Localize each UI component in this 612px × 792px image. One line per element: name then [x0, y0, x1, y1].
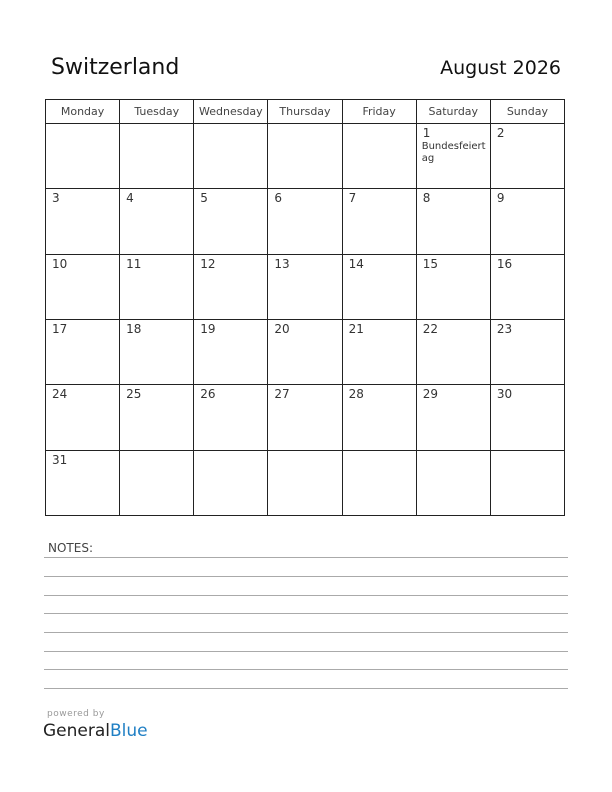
weekday-sunday: Sunday [490, 100, 564, 124]
country-title: Switzerland [51, 55, 180, 80]
day-number: 26 [200, 387, 216, 402]
day-cell [342, 319, 416, 384]
month-title: August 2026 [440, 57, 561, 79]
day-number: 24 [52, 387, 68, 402]
day-number [194, 451, 267, 453]
day-number: 4 [126, 191, 134, 206]
day-number: 30 [496, 387, 513, 402]
notes-line [44, 557, 568, 558]
day-number: 14 [348, 256, 364, 271]
day-number [491, 451, 564, 453]
day-cell [268, 254, 342, 319]
day-number: 12 [200, 256, 216, 271]
weekday-thursday: Thursday [268, 100, 342, 124]
day-number: 5 [200, 191, 208, 206]
day-number: 3 [52, 191, 60, 206]
weekday-monday: Monday [46, 100, 120, 124]
day-number: 17 [52, 321, 68, 336]
day-number: 1 [422, 126, 431, 140]
day-number: 21 [348, 321, 364, 336]
day-number: 31 [52, 452, 68, 467]
calendar-grid [45, 99, 565, 516]
day-cell [194, 319, 268, 384]
day-cell [46, 450, 120, 515]
day-cell [120, 385, 194, 450]
day-number: 25 [126, 387, 142, 402]
day-number: 11 [126, 256, 142, 271]
notes-line [44, 613, 568, 614]
day-cell [46, 124, 120, 189]
day-number: 20 [274, 321, 290, 336]
day-cell [268, 385, 342, 450]
day-number: 19 [200, 321, 216, 336]
day-cell [120, 124, 194, 189]
notes-line [44, 669, 568, 670]
day-cell [120, 189, 194, 254]
week-row [46, 254, 565, 319]
day-number: 22 [422, 321, 438, 336]
week-row [46, 319, 565, 384]
day-cell [416, 385, 490, 450]
day-number [120, 451, 193, 453]
day-cell [194, 450, 268, 515]
day-number [343, 124, 416, 126]
day-cell [342, 450, 416, 515]
day-cell [194, 385, 268, 450]
day-cell [268, 319, 342, 384]
notes-label: NOTES: [48, 541, 93, 555]
day-number [46, 124, 119, 126]
day-cell [490, 319, 564, 384]
day-number: 13 [274, 256, 290, 271]
day-number [417, 451, 490, 453]
day-cell [268, 450, 342, 515]
weekday-header-row [46, 100, 565, 124]
weekday-saturday: Saturday [416, 100, 490, 124]
day-cell [490, 124, 564, 189]
day-number: 18 [126, 321, 142, 336]
day-cell [194, 254, 268, 319]
day-number: 2 [496, 126, 505, 140]
day-number [120, 124, 193, 126]
day-number: 15 [422, 256, 438, 271]
day-number: 6 [274, 191, 283, 206]
day-number: 10 [52, 256, 68, 271]
day-cell [46, 254, 120, 319]
brand-general: General [43, 721, 110, 741]
day-number: 8 [422, 191, 431, 206]
day-cell [46, 189, 120, 254]
notes-line [44, 576, 568, 577]
notes-line [44, 688, 568, 689]
day-cell [120, 319, 194, 384]
day-cell [416, 319, 490, 384]
day-number: 9 [496, 191, 505, 206]
week-row [46, 124, 565, 189]
notes-line [44, 651, 568, 652]
day-number: 27 [274, 387, 290, 402]
day-number: 16 [496, 256, 513, 271]
day-number [268, 451, 341, 453]
day-number: 28 [348, 387, 364, 402]
weekday-friday: Friday [342, 100, 416, 124]
day-cell [490, 385, 564, 450]
day-number: 29 [422, 387, 438, 402]
day-cell [490, 254, 564, 319]
day-cell [342, 124, 416, 189]
day-cell [268, 124, 342, 189]
notes-line [44, 595, 568, 596]
day-cell [490, 450, 564, 515]
day-number [194, 124, 267, 126]
holiday-label: Bundesfeiertag [421, 141, 486, 164]
notes-line [44, 632, 568, 633]
day-cell [194, 124, 268, 189]
day-cell [194, 189, 268, 254]
day-cell [120, 450, 194, 515]
day-number [343, 451, 416, 453]
weekday-wednesday: Wednesday [194, 100, 268, 124]
day-cell [46, 385, 120, 450]
day-cell [416, 124, 490, 189]
powered-by-text: powered by [47, 709, 105, 719]
day-number: 23 [496, 321, 513, 336]
day-number [268, 124, 341, 126]
week-row [46, 189, 565, 254]
day-cell [416, 450, 490, 515]
weekday-tuesday: Tuesday [120, 100, 194, 124]
day-cell [490, 189, 564, 254]
day-cell [120, 254, 194, 319]
day-cell [416, 254, 490, 319]
day-cell [46, 319, 120, 384]
day-cell [268, 189, 342, 254]
day-cell [342, 254, 416, 319]
generalblue-logo[interactable] [43, 721, 148, 741]
week-row [46, 385, 565, 450]
day-cell [342, 385, 416, 450]
day-cell [416, 189, 490, 254]
brand-blue: Blue [110, 721, 148, 741]
day-cell [342, 189, 416, 254]
day-number: 7 [348, 191, 357, 206]
week-row [46, 450, 565, 515]
